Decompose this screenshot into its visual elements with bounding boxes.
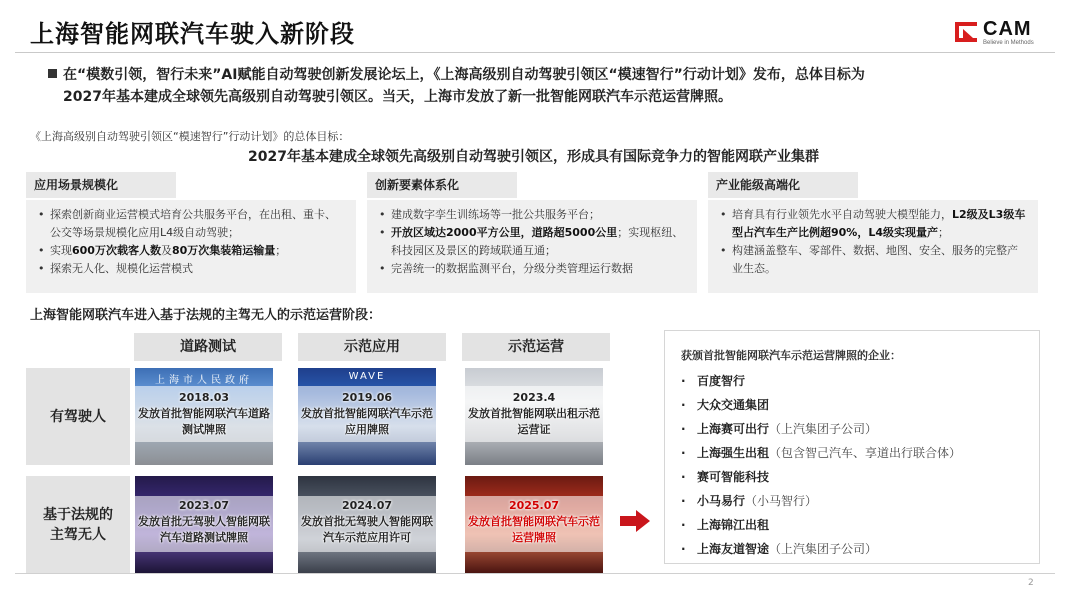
stage-caption: 2023.07 发放首批无驾驶人智能网联汽车道路测试牌照 [138, 499, 270, 544]
stage-caption: 2023.4 发放首批智能网联出租示范运营证 [468, 391, 600, 436]
row-header-driverless: 基于法规的主驾无人 [26, 476, 130, 573]
list-item: • 完善统一的数据监测平台，分级分类管理运行数据 [377, 260, 687, 278]
page-number: 2 [1028, 578, 1034, 588]
licensee-box [664, 330, 1040, 564]
goal-column-industry [708, 172, 1038, 293]
header-divider [15, 52, 1055, 53]
logo-text: CAM [983, 18, 1032, 40]
licensee-item: · 上海锦江出租 [681, 518, 770, 532]
list-item: • 建成数字孪生训练场等一批公共服务平台； [377, 206, 687, 224]
licensee-item: · 上海友道智途（上汽集团子公司） [681, 542, 878, 556]
plan-goal: 2027年基本建成全球领先高级别自动驾驶引领区，形成具有国际竞争力的智能网联产业集群 [248, 149, 819, 165]
stage-caption: 2019.06 发放首批智能网联汽车示范应用牌照 [301, 391, 433, 436]
square-bullet-icon [48, 69, 57, 78]
stage-photo-card [465, 476, 603, 573]
licensee-item: · 赛可智能科技 [681, 470, 770, 484]
plan-label: 《上海高级别自动驾驶引领区“模速智行”行动计划》的总体目标： [30, 130, 350, 143]
stage-section-title: 上海智能网联汽车进入基于法规的主驾无人的示范运营阶段： [30, 308, 382, 323]
list-item: • 构建涵盖整车、零部件、数据、地图、安全、服务的完整产业生态。 [718, 242, 1028, 278]
column-title: 应用场景规模化 [26, 172, 176, 198]
footer-divider [15, 573, 1055, 574]
licensee-title: 获颁首批智能网联汽车示范运营牌照的企业： [681, 349, 901, 362]
stage-caption: 2018.03 发放首批智能网联汽车道路测试牌照 [138, 391, 270, 436]
goal-column-innovation [367, 172, 697, 293]
licensee-item: · 百度智行 [681, 374, 746, 388]
licensee-item: · 大众交通集团 [681, 398, 770, 412]
stage-caption: 2025.07 发放首批智能网联汽车示范运营牌照 [468, 499, 600, 544]
stage-photo-card [298, 476, 436, 573]
stage-header-road-test: 道路测试 [134, 333, 282, 361]
cam-logo-mark-icon [955, 22, 977, 42]
goal-column-application [26, 172, 356, 293]
logo-tagline: Believe in Methods [983, 40, 1034, 46]
photo-banner-text: WAVE [348, 371, 386, 382]
stage-photo-card [465, 368, 603, 465]
stage-header-demo-application: 示范应用 [298, 333, 446, 361]
list-item: • 探索无人化、规模化运营模式 [36, 260, 346, 278]
list-item: • 实现600万次载客人数及80万次集装箱运输量； [36, 242, 346, 260]
stage-photo-card [298, 368, 436, 465]
column-title: 创新要素体系化 [367, 172, 517, 198]
stage-photo-card [135, 476, 273, 573]
list-item: • 开放区域达2000平方公里，道路超5000公里；实现枢纽、科技园区及景区的跨域联通互通； [377, 224, 687, 260]
intro-line-1: 在“模数引领，智行未来”AI赋能自动驾驶创新发展论坛上，《上海高级别自动驾驶引领区“模速智行”行动计划》发布，总体目标为 [63, 67, 865, 83]
intro-line-2: 2027年基本建成全球领先高级别自动驾驶引领区。当天，上海市发放了新一批智能网联汽车示范运营牌照。 [63, 89, 732, 105]
page-title: 上海智能网联汽车驶入新阶段 [30, 20, 355, 48]
cam-logo [955, 18, 1055, 48]
list-item: • 探索创新商业运营模式培育公共服务平台，在出租、重卡、公交等场景规模化应用L4级自动驾驶； [36, 206, 346, 242]
stage-photo-card [135, 368, 273, 465]
stage-caption: 2024.07 发放首批无驾驶人智能网联汽车示范应用许可 [301, 499, 433, 544]
licensee-item: · 上海强生出租（包含智己汽车、享道出行联合体） [681, 446, 962, 460]
right-arrow-icon [620, 510, 650, 532]
licensee-item: · 小马易行（小马智行） [681, 494, 818, 508]
column-title: 产业能级高端化 [708, 172, 858, 198]
row-header-with-driver: 有驾驶人 [26, 368, 130, 465]
intro-paragraph [48, 64, 1048, 108]
licensee-item: · 上海赛可出行（上汽集团子公司） [681, 422, 878, 436]
stage-header-demo-operation: 示范运营 [462, 333, 610, 361]
list-item: • 培育具有行业领先水平自动驾驶大模型能力，L2级及L3级车型占汽车生产比例超90%，L4级实现量产； [718, 206, 1028, 242]
photo-banner-text: 上海市人民政府 [155, 375, 253, 386]
